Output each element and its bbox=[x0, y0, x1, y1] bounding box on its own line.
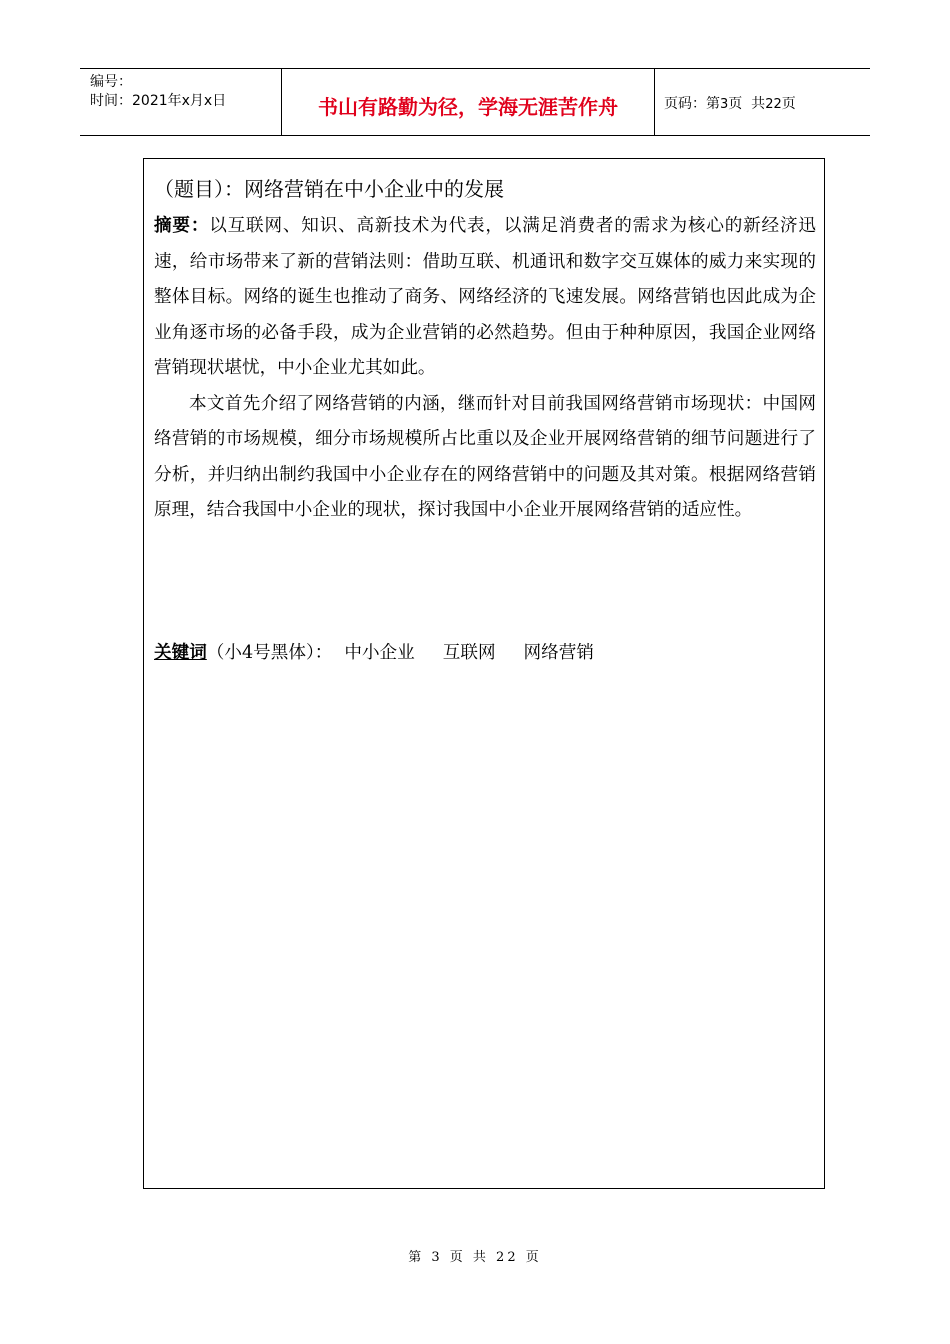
header-divider bbox=[654, 69, 655, 135]
abstract-section bbox=[154, 209, 816, 529]
keywords-line bbox=[154, 639, 594, 664]
page-current: 3 bbox=[720, 97, 729, 112]
abstract-paragraph-1 bbox=[154, 209, 816, 387]
page-total: 22 bbox=[765, 97, 782, 112]
keyword-item: 网络营销 bbox=[523, 643, 594, 663]
keyword-item: 互联网 bbox=[442, 643, 496, 663]
keywords-note: （小4号黑体）： bbox=[206, 643, 333, 663]
document-date: 时间：2021年x月x日 bbox=[90, 93, 227, 109]
abstract-paragraph-2 bbox=[154, 387, 816, 529]
page-footer: 第 3 页 共 22 页 bbox=[408, 1250, 542, 1265]
page-suffix: 页 bbox=[781, 96, 796, 112]
document-number-label: 编号： bbox=[90, 74, 132, 90]
keyword-item: 中小企业 bbox=[344, 643, 415, 663]
header-meta bbox=[90, 73, 226, 111]
content-box bbox=[143, 158, 825, 1189]
page-prefix: 页码：第 bbox=[664, 96, 720, 112]
abstract-label: 摘要： bbox=[154, 216, 210, 236]
page-mid: 页 共 bbox=[728, 96, 766, 112]
paper-title: （题目）：网络营销在中小企业中的发展 bbox=[154, 177, 504, 201]
abstract-text-2: 本文首先介绍了网络营销的内涵，继而针对目前我国网络营销市场现状：中国网络营销的市场规模，细分市场规模所占比重以及企业开展网络营销的细节问题进行了分析，并归纳出制约我国中小企业存在的网络营销中的问题及其对策。根据网络营销原理，结合我国中小企业的现状，探讨我国中小企业开展网络营销的适应性。 bbox=[154, 393, 816, 520]
header-page-indicator bbox=[664, 93, 796, 113]
page-header bbox=[80, 68, 870, 136]
abstract-text-1: 以互联网、知识、高新技术为代表，以满足消费者的需求为核心的新经济迅速，给市场带来了新的营销法则：借助互联、机通讯和数字交互媒体的威力来实现的整体目标。网络的诞生也推动了商务、网络经济的飞速发展。网络营销也因此成为企业角逐市场的必备手段，成为企业营销的必然趋势。但由于种种原因，我国企业网络营销现状堪忧，中小企业尤其如此。 bbox=[154, 216, 816, 378]
header-motto: 书山有路勤为径，学海无涯苦作舟 bbox=[318, 95, 618, 119]
keywords-label: 关键词 bbox=[154, 643, 207, 663]
